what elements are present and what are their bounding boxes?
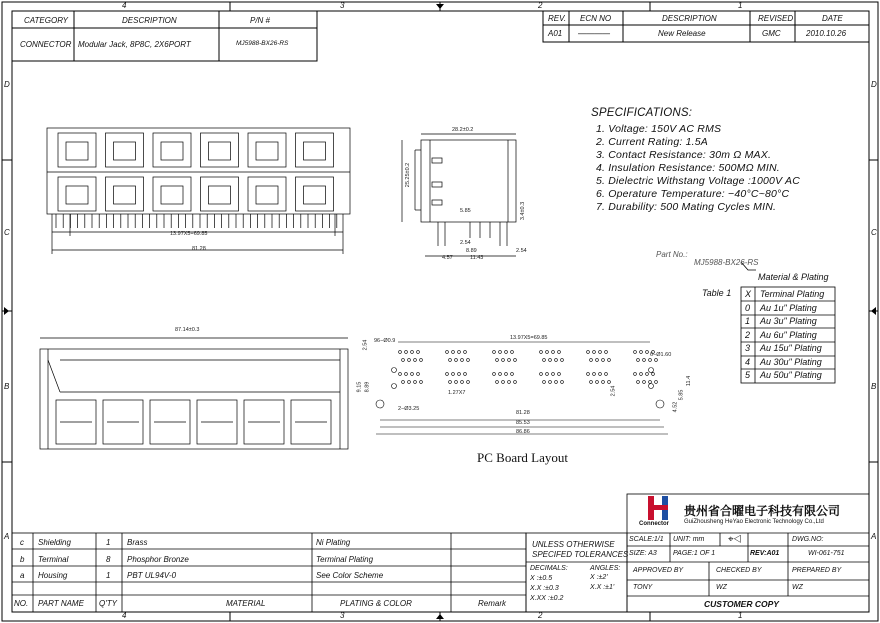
rev-desc-value: New Release bbox=[658, 29, 706, 38]
pcb-hole bbox=[605, 351, 608, 354]
bom-header-no: NO. bbox=[14, 599, 29, 608]
info-checked-name: WZ bbox=[716, 584, 727, 591]
pcb-hole bbox=[546, 373, 549, 376]
tol-title1: UNLESS OTHERWISE bbox=[532, 540, 615, 549]
front-port bbox=[153, 133, 191, 167]
pcb-hole bbox=[405, 373, 408, 376]
pcb-hole bbox=[608, 381, 611, 384]
zone-row-a: A bbox=[4, 532, 10, 541]
pcb-hole bbox=[402, 359, 405, 362]
front-port bbox=[58, 177, 96, 211]
pcb-hole bbox=[649, 381, 652, 384]
spec-item: 3. Contact Resistance: 30m Ω MAX. bbox=[596, 149, 772, 161]
dim-pcb-r1: 11.4 bbox=[686, 375, 693, 387]
pcb-hole bbox=[417, 351, 420, 354]
dim-pcb-hole1: 96−Ø0.9 bbox=[374, 338, 396, 344]
spec-item: 5. Dielectric Withstang Voltage :1000V AC bbox=[596, 175, 801, 187]
pcb-hole bbox=[461, 381, 464, 384]
bom-plating: See Color Scheme bbox=[316, 571, 384, 580]
pcb-hole bbox=[508, 359, 511, 362]
dim-pcb-w2: 85.53 bbox=[516, 420, 530, 426]
pcb-hole bbox=[467, 381, 470, 384]
projection-icon: ⌖◁ bbox=[728, 534, 742, 545]
pcb-hole bbox=[590, 381, 593, 384]
info-scale: SCALE:1/1 bbox=[629, 536, 664, 543]
bom-qty: 1 bbox=[106, 571, 111, 580]
pcb-hole bbox=[496, 359, 499, 362]
pcb-hole bbox=[640, 351, 643, 354]
bom-header-qty: Q'TY bbox=[99, 599, 117, 608]
bom-material: Phosphor Bronze bbox=[127, 555, 189, 564]
dim-side-a: 5.85 bbox=[460, 208, 471, 214]
bom-plating: Ni Plating bbox=[316, 538, 351, 547]
dim-pcb-v1: 2.54 bbox=[362, 339, 369, 351]
dim-front-pitch: 13.97X5=69.85 bbox=[170, 231, 208, 237]
value-description: Modular Jack, 8P8C, 2X6PORT bbox=[78, 40, 191, 49]
pcb-hole bbox=[502, 381, 505, 384]
bom-header-remark: Remark bbox=[478, 599, 507, 608]
info-dwg-label: DWG.NO: bbox=[792, 536, 824, 543]
dim-side-height: 25.25±0.2 bbox=[405, 162, 412, 188]
bom-qty: 8 bbox=[106, 555, 111, 564]
plating-code: 0 bbox=[745, 303, 751, 313]
dim-bottom-width: 87.14±0.3 bbox=[175, 327, 200, 333]
pcb-hole bbox=[593, 351, 596, 354]
front-port-opening bbox=[114, 186, 136, 204]
pcb-hole bbox=[499, 351, 502, 354]
pcb-hole bbox=[646, 373, 649, 376]
front-port bbox=[248, 177, 286, 211]
front-port bbox=[106, 177, 144, 211]
info-unit: UNIT: mm bbox=[673, 536, 705, 543]
dim-side-e: 4.57 bbox=[442, 255, 453, 261]
zone-row-c: C bbox=[4, 228, 10, 237]
pcb-hole bbox=[599, 373, 602, 376]
pcb-hole bbox=[543, 359, 546, 362]
zone-col-4: 4 bbox=[122, 1, 127, 10]
plating-desc: Au 15u" Plating bbox=[760, 343, 822, 353]
pcb-hole bbox=[420, 359, 423, 362]
pcb-hole bbox=[546, 351, 549, 354]
front-port bbox=[201, 133, 239, 167]
rev-value: A01 bbox=[548, 29, 563, 38]
bom-name: Terminal bbox=[38, 555, 69, 564]
spec-heading: SPECIFICATIONS: bbox=[591, 107, 693, 119]
pcb-hole bbox=[405, 351, 408, 354]
pcb-hole bbox=[420, 381, 423, 384]
pcb-hole bbox=[458, 351, 461, 354]
pcb-hole bbox=[452, 373, 455, 376]
zone-row-a-right: A bbox=[871, 532, 877, 541]
pcb-hole bbox=[446, 373, 449, 376]
pcb-hole bbox=[455, 381, 458, 384]
bottom-view bbox=[40, 338, 348, 449]
info-approved-label: APPROVED BY bbox=[633, 567, 684, 574]
plating-desc: Au 50u" Plating bbox=[760, 370, 822, 380]
pcb-hole bbox=[467, 359, 470, 362]
front-port-opening bbox=[304, 186, 326, 204]
zone-row-d: D bbox=[4, 80, 10, 89]
tol-angles-label: ANGLES: bbox=[590, 565, 621, 572]
pcb-hole bbox=[555, 359, 558, 362]
bom-plating: Terminal Plating bbox=[316, 555, 374, 564]
zone-row-b: B bbox=[4, 382, 10, 391]
bom-header-material: MATERIAL bbox=[226, 599, 266, 608]
pcb-hole bbox=[414, 381, 417, 384]
pcb-hole bbox=[452, 351, 455, 354]
pcb-hole bbox=[502, 359, 505, 362]
plating-desc: Au 30u" Plating bbox=[760, 357, 822, 367]
pcb-hole bbox=[590, 359, 593, 362]
pcb-hole bbox=[643, 381, 646, 384]
pcb-hole bbox=[399, 351, 402, 354]
bom-name: Shielding bbox=[38, 538, 71, 547]
pcb-hole bbox=[505, 373, 508, 376]
plating-code: 1 bbox=[745, 316, 751, 326]
front-port-opening bbox=[304, 142, 326, 160]
front-port-opening bbox=[209, 186, 231, 204]
pcb-hole bbox=[540, 351, 543, 354]
pcb-hole bbox=[464, 351, 467, 354]
revised-value: GMC bbox=[762, 29, 781, 38]
zone-col-1: 1 bbox=[738, 1, 743, 10]
pcb-hole bbox=[508, 381, 511, 384]
pcb-hole bbox=[399, 373, 402, 376]
tol-d2: X.X :±0.3 bbox=[530, 585, 559, 592]
plating-desc: Au 1u" Plating bbox=[760, 303, 817, 313]
pcb-hole bbox=[514, 381, 517, 384]
pcb-hole bbox=[417, 373, 420, 376]
pcb-hole bbox=[449, 381, 452, 384]
info-dwg-no: WI-061-751 bbox=[808, 550, 845, 557]
front-port bbox=[201, 177, 239, 211]
pcb-hole bbox=[558, 351, 561, 354]
tol-a2: X.X :±1' bbox=[590, 584, 615, 591]
side-view bbox=[402, 134, 516, 256]
front-port-opening bbox=[161, 186, 183, 204]
spec-item: 6. Operature Temperature: −40°C~80°C bbox=[596, 188, 790, 200]
dim-pcb-hole3: 2−Ø3.25 bbox=[398, 406, 420, 412]
pcb-caption: PC Board Layout bbox=[477, 450, 568, 465]
spec-item: 4. Insulation Resistance: 500MΩ MIN. bbox=[596, 162, 780, 174]
plating-code: 5 bbox=[745, 370, 751, 380]
front-port-opening bbox=[66, 142, 88, 160]
dim-pcb-v2: 9.15 bbox=[356, 381, 363, 393]
pcb-hole bbox=[605, 373, 608, 376]
pcb-hole bbox=[643, 359, 646, 362]
dim-side-g: 2.54 bbox=[516, 248, 527, 254]
tol-decimals-label: DECIMALS: bbox=[530, 565, 568, 572]
value-pn: MJ5988-BX26-RS bbox=[236, 40, 289, 47]
front-port-opening bbox=[161, 142, 183, 160]
pcb-hole bbox=[555, 381, 558, 384]
pcb-hole bbox=[634, 351, 637, 354]
rev-desc-header: DESCRIPTION bbox=[662, 14, 717, 23]
pcb-hole bbox=[496, 381, 499, 384]
spec-item: 7. Durability: 500 Mating Cycles MIN. bbox=[596, 201, 777, 213]
front-port-opening bbox=[209, 142, 231, 160]
tol-a1: X :±2' bbox=[590, 574, 608, 581]
info-page: PAGE:1 OF 1 bbox=[673, 550, 716, 557]
pcb-hole bbox=[646, 351, 649, 354]
plating-desc: Au 3u" Plating bbox=[760, 316, 817, 326]
pcb-hole bbox=[652, 373, 655, 376]
zone-col-1-bottom: 1 bbox=[738, 611, 743, 620]
plating-table-caption: Table 1 bbox=[702, 288, 732, 298]
zone-col-3: 3 bbox=[340, 1, 345, 10]
front-port-opening bbox=[256, 186, 278, 204]
spec-item: 2. Current Rating: 1.5A bbox=[596, 136, 708, 148]
dim-front-width: 81.28 bbox=[192, 246, 206, 252]
bom-material: PBT UL94V-0 bbox=[127, 571, 177, 580]
zone-row-c-right: C bbox=[871, 228, 877, 237]
bom-header-name: PART NAME bbox=[38, 599, 84, 608]
ecn-header: ECN NO bbox=[580, 14, 612, 23]
bom-name: Housing bbox=[38, 571, 68, 580]
pcb-hole bbox=[408, 359, 411, 362]
dim-side-b: 3.4±0.3 bbox=[520, 201, 527, 221]
pcb-hole bbox=[587, 373, 590, 376]
info-prepared-label: PREPARED BY bbox=[792, 567, 842, 574]
pcb-hole bbox=[408, 381, 411, 384]
pcb-hole bbox=[543, 381, 546, 384]
front-port bbox=[106, 133, 144, 167]
pcb-hole bbox=[549, 381, 552, 384]
plating-code: 4 bbox=[745, 357, 751, 367]
plating-code: 2 bbox=[745, 330, 751, 340]
info-size: SIZE: A3 bbox=[629, 550, 657, 557]
pcb-hole bbox=[505, 351, 508, 354]
pcb-hole bbox=[402, 381, 405, 384]
pcb-hole bbox=[552, 373, 555, 376]
pcb-hole bbox=[493, 373, 496, 376]
pcb-hole bbox=[649, 359, 652, 362]
front-port bbox=[248, 133, 286, 167]
part-no-callout: Material & Plating bbox=[758, 272, 829, 282]
pcb-hole bbox=[655, 359, 658, 362]
pcb-hole bbox=[446, 351, 449, 354]
pcb-hole bbox=[499, 373, 502, 376]
dim-pcb-r2: 5.85 bbox=[678, 389, 685, 401]
pcb-hole bbox=[596, 359, 599, 362]
pcb-hole bbox=[411, 373, 414, 376]
tol-d1: X :±0.5 bbox=[530, 575, 553, 582]
front-port bbox=[153, 177, 191, 211]
part-no-value: MJ5988-BX26-RS bbox=[694, 258, 759, 267]
tol-title2: SPECIFED TOLERANCES bbox=[532, 550, 629, 559]
pcb-hole bbox=[561, 359, 564, 362]
pcb-hole bbox=[637, 359, 640, 362]
pcb-hole bbox=[540, 373, 543, 376]
info-approved-name: TONY bbox=[633, 584, 653, 591]
front-port bbox=[58, 133, 96, 167]
dim-pcb-v4: 1.27X7 bbox=[448, 390, 466, 396]
pcb-hole bbox=[514, 359, 517, 362]
info-customer-copy: CUSTOMER COPY bbox=[704, 599, 779, 609]
pcb-hole bbox=[458, 373, 461, 376]
pcb-hole bbox=[449, 359, 452, 362]
dim-pcb-v3: 8.89 bbox=[364, 381, 371, 393]
dim-side-d: 8.89 bbox=[466, 248, 477, 254]
pcb-hole bbox=[464, 373, 467, 376]
info-prepared-name: WZ bbox=[792, 584, 803, 591]
spec-item: 1. Voltage: 150V AC RMS bbox=[596, 123, 722, 135]
info-checked-label: CHECKED BY bbox=[716, 567, 762, 574]
pcb-hole bbox=[602, 381, 605, 384]
plating-code: 3 bbox=[745, 343, 751, 353]
front-port-opening bbox=[256, 142, 278, 160]
info-rev: REV:A01 bbox=[750, 550, 780, 557]
zone-col-4-bottom: 4 bbox=[122, 611, 127, 620]
value-category: CONNECTOR bbox=[20, 40, 72, 49]
pcb-hole bbox=[511, 351, 514, 354]
pcb-hole bbox=[593, 373, 596, 376]
dim-side-width: 28.2±0.2 bbox=[452, 127, 474, 133]
pcb-hole bbox=[461, 359, 464, 362]
bom-no: a bbox=[20, 571, 25, 580]
dim-pcb-r3: 4.52 bbox=[672, 401, 679, 413]
bom-qty: 1 bbox=[106, 538, 111, 547]
pcb-hole bbox=[599, 351, 602, 354]
plating-desc: Au 6u" Plating bbox=[760, 330, 817, 340]
front-port bbox=[296, 177, 334, 211]
date-value: 2010.10.26 bbox=[806, 29, 847, 38]
company-logo-text: Connector bbox=[639, 521, 669, 527]
dim-pcb-v5: 2.54 bbox=[610, 385, 617, 397]
company-name-en: GuiZhousheng HeYao Electronic Technology Co.,Ltd bbox=[684, 519, 824, 525]
pcb-hole bbox=[634, 373, 637, 376]
pcb-hole bbox=[640, 373, 643, 376]
bom-grid bbox=[12, 533, 526, 612]
header-pn: P/N # bbox=[250, 16, 271, 25]
rev-header: REV. bbox=[548, 14, 567, 23]
dim-side-f: 11.43 bbox=[470, 255, 484, 261]
pcb-hole bbox=[493, 351, 496, 354]
ecn-value: ———— bbox=[578, 29, 610, 38]
tol-d3: X.XX :±0.2 bbox=[530, 595, 564, 602]
zone-col-2: 2 bbox=[538, 1, 543, 10]
pcb-hole bbox=[608, 359, 611, 362]
revised-header: REVISED bbox=[758, 14, 794, 23]
front-port bbox=[296, 133, 334, 167]
company-name-cn: 贵州省合曜电子科技有限公司 bbox=[684, 504, 841, 518]
dim-pcb-hole2: 6−Ø1.60 bbox=[650, 352, 672, 358]
dim-pcb-pitch: 13.97X5=69.85 bbox=[510, 335, 548, 341]
front-port-opening bbox=[114, 142, 136, 160]
front-port-opening bbox=[66, 186, 88, 204]
date-header: DATE bbox=[822, 14, 843, 23]
pcb-hole bbox=[414, 359, 417, 362]
pcb-hole bbox=[655, 381, 658, 384]
zone-row-b-right: B bbox=[871, 382, 877, 391]
pcb-hole bbox=[552, 351, 555, 354]
dim-pcb-w3: 86.86 bbox=[516, 429, 530, 435]
header-description: DESCRIPTION bbox=[122, 16, 177, 25]
pcb-hole bbox=[587, 351, 590, 354]
zone-col-2-bottom: 2 bbox=[538, 611, 543, 620]
part-no-label: Part No.: bbox=[656, 250, 688, 259]
zone-col-3-bottom: 3 bbox=[340, 611, 345, 620]
dim-side-c: 2.54 bbox=[460, 240, 471, 246]
dim-pcb-w1: 81.28 bbox=[516, 410, 530, 416]
bom-material: Brass bbox=[127, 538, 148, 547]
pcb-hole bbox=[561, 381, 564, 384]
pcb-hole bbox=[455, 359, 458, 362]
plating-header-desc: Terminal Plating bbox=[760, 289, 825, 299]
pcb-hole bbox=[558, 373, 561, 376]
pcb-hole bbox=[637, 381, 640, 384]
pcb-hole bbox=[602, 359, 605, 362]
pcb-hole bbox=[511, 373, 514, 376]
bom-no: b bbox=[20, 555, 25, 564]
bom-no: c bbox=[20, 538, 24, 547]
header-category: CATEGORY bbox=[24, 16, 69, 25]
bom-header-plating: PLATING & COLOR bbox=[340, 599, 412, 608]
pcb-hole bbox=[596, 381, 599, 384]
pcb-hole bbox=[411, 351, 414, 354]
pcb-hole bbox=[549, 359, 552, 362]
plating-header-code: X bbox=[745, 289, 752, 299]
zone-row-d-right: D bbox=[871, 80, 877, 89]
company-logo-icon bbox=[648, 496, 668, 520]
